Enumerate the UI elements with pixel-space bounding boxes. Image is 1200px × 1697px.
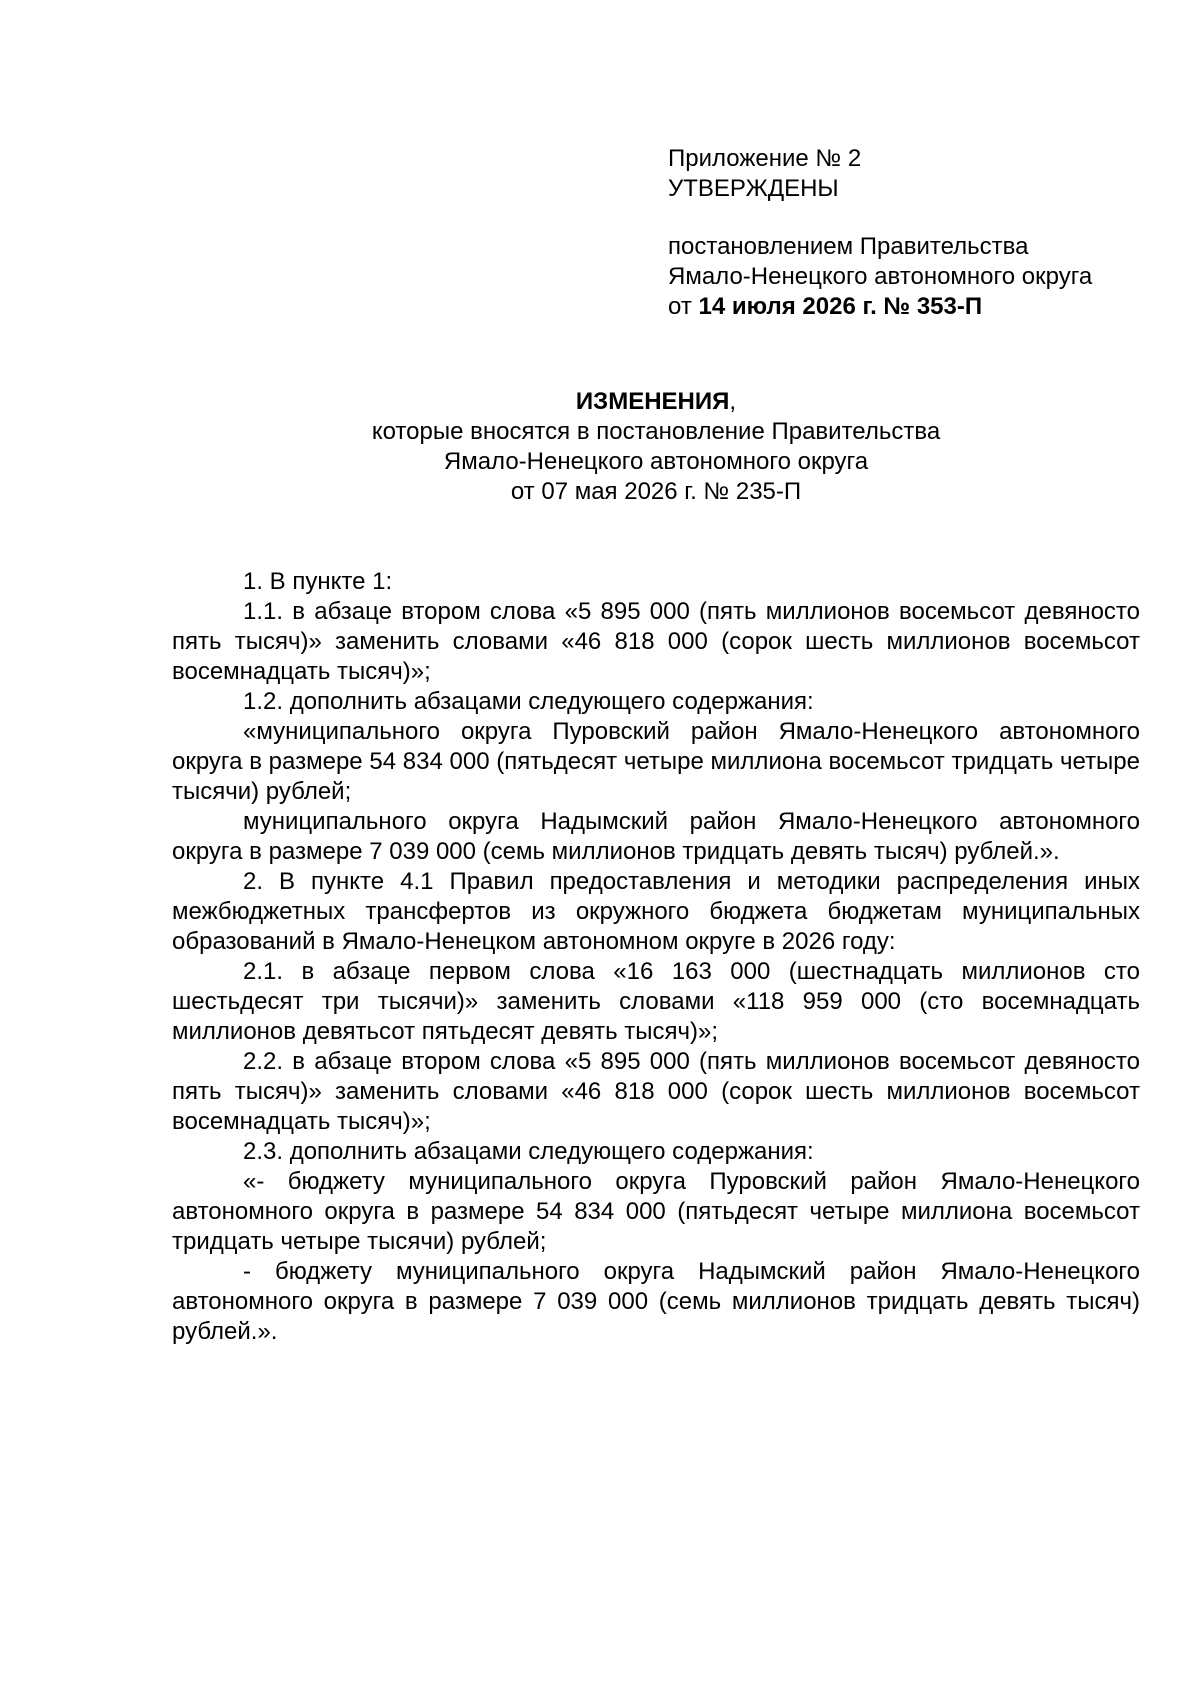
title-heading-suffix: , [729,388,737,415]
paragraph-2-3-a: «- бюджету муниципального округа Пуровский район Ямало-Ненецкого автономного округа в размере 54 834 000 (пятьдесят четыре миллиона восемьсот тридцать четыре тысячи) рублей; [172,1168,1140,1255]
title-heading: ИЗМЕНЕНИЯ [575,388,730,415]
approval-date-prefix: от [668,293,699,320]
approval-date-line [668,292,1168,322]
paragraph-2-1: 2.1. в абзаце первом слова «16 163 000 (шестнадцать миллионов сто шестьдесят три тысячи)» заменить словами «118 959 000 (сто восемнадцать миллионов девятьсот пятьдесят девять тысяч)»; [172,958,1140,1045]
paragraph-1: 1. В пункте 1: [243,568,393,595]
paragraph-1-2-a: «муниципального округа Пуровский район Ямало-Ненецкого автономного округа в размере 54 834 000 (пятьдесят четыре миллиона восемьсот тридцать четыре тысячи) рублей; [172,718,1140,805]
paragraph-1-2: 1.2. дополнить абзацами следующего содержания: [243,688,814,715]
document-title [172,387,1140,507]
approval-date-value: 14 июля 2026 г. № 353-П [698,293,983,320]
approval-line-2: Ямало-Ненецкого автономного округа [668,263,1093,290]
title-line-2: Ямало-Ненецкого автономного округа [443,448,869,475]
title-line-1: которые вносятся в постановление Правительства [371,418,941,445]
paragraph-1-1: 1.1. в абзаце втором слова «5 895 000 (пять миллионов восемьсот девяносто пять тысяч)» заменить словами «46 818 000 (сорок шесть миллионов восемьсот восемнадцать тысяч)»; [172,598,1140,685]
paragraph-2-3: 2.3. дополнить абзацами следующего содержания: [243,1138,814,1165]
approval-spacer [668,204,1168,232]
paragraph-1-2-b: муниципального округа Надымский район Ямало-Ненецкого автономного округа в размере 7 039 000 (семь миллионов тридцать девять тысяч) рублей.». [172,808,1140,865]
approval-stamp [668,144,1168,322]
paragraph-2: 2. В пункте 4.1 Правил предоставления и методики распределения иных межбюджетных трансфертов из окружного бюджета бюджетам муниципальных образований в Ямало-Ненецком автономном округе в 2026 году: [172,868,1140,955]
approval-line-1: постановлением Правительства [668,233,1029,260]
document-body [172,567,1140,1347]
paragraph-2-2: 2.2. в абзаце втором слова «5 895 000 (пять миллионов восемьсот девяносто пять тысяч)» заменить словами «46 818 000 (сорок шесть миллионов восемьсот восемнадцать тысяч)»; [172,1048,1140,1135]
title-heading-line [172,387,1140,417]
title-line-3: от 07 мая 2026 г. № 235-П [510,478,802,505]
appendix-number: Приложение № 2 [668,145,862,172]
approved-label: УТВЕРЖДЕНЫ [668,175,839,202]
paragraph-2-3-b: - бюджету муниципального округа Надымский район Ямало-Ненецкого автономного округа в размере 7 039 000 (семь миллионов тридцать девять тысяч) рублей.». [172,1258,1140,1345]
